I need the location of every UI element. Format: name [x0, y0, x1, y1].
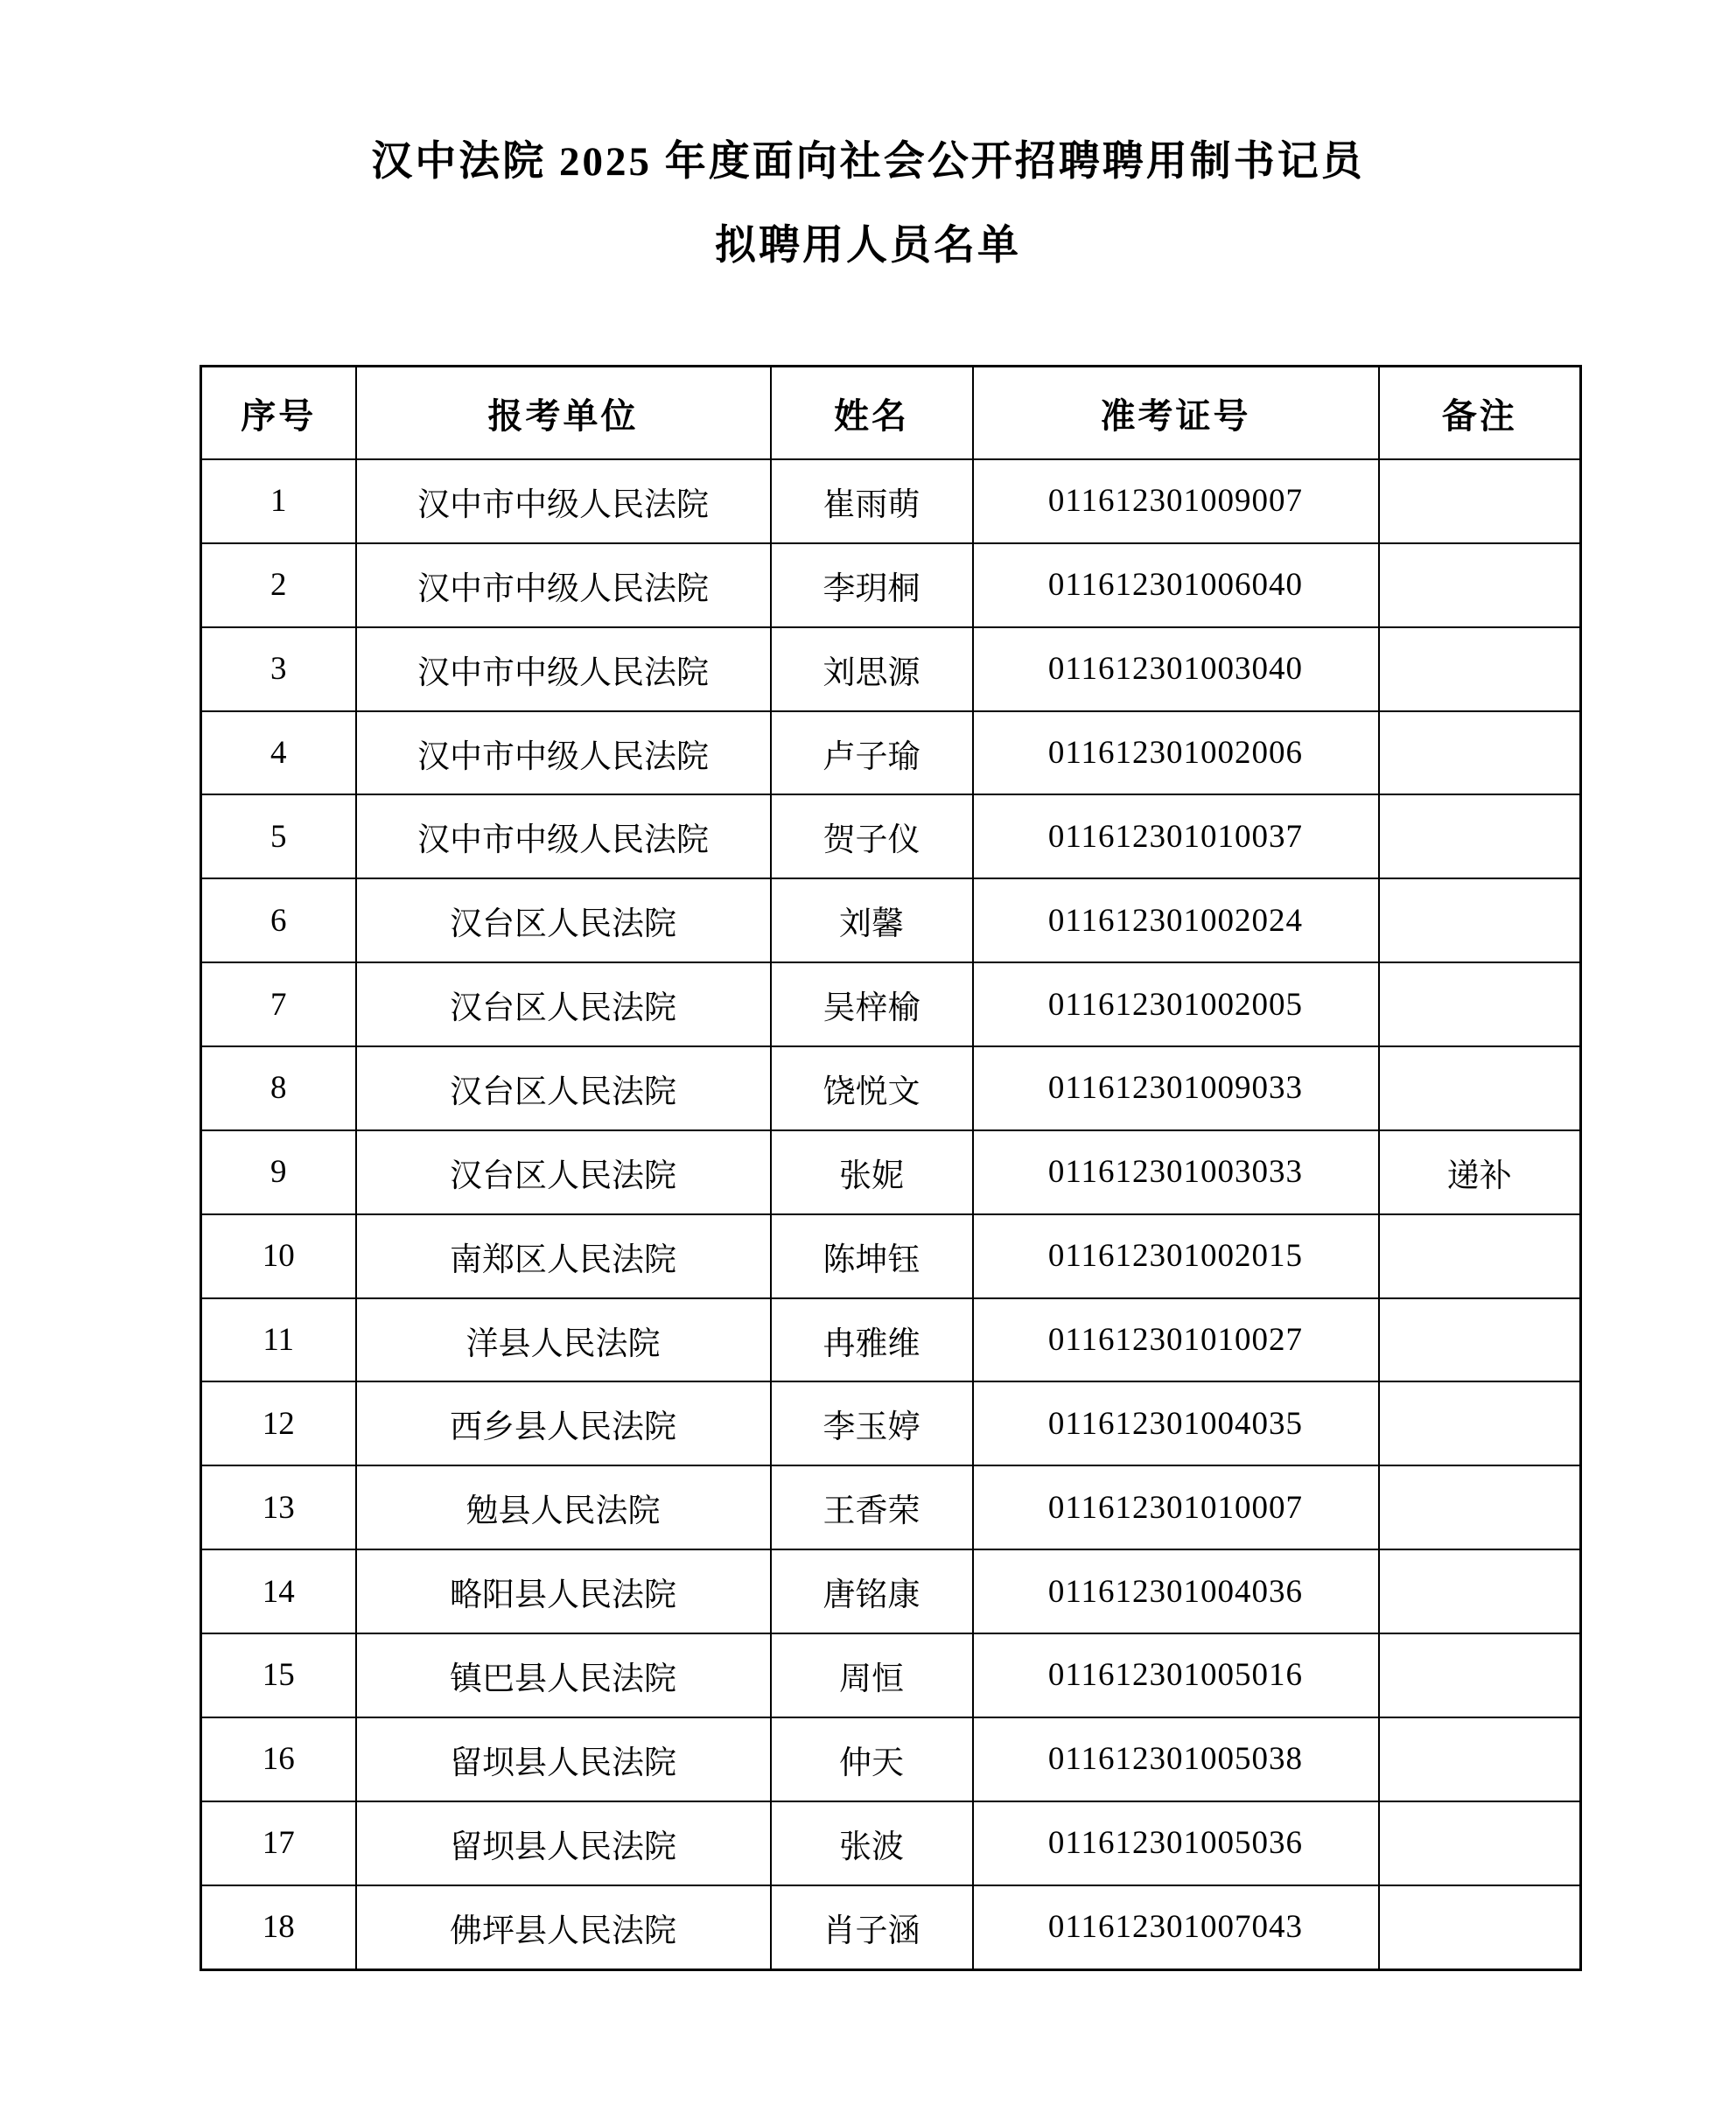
table-row — [201, 459, 1581, 543]
table-row — [201, 1801, 1581, 1885]
cell-remark — [1379, 1381, 1581, 1465]
cell-ticket: 011612301004035 — [973, 1381, 1379, 1465]
cell-name: 肖子涵 — [771, 1885, 973, 1970]
table-row — [201, 1885, 1581, 1970]
cell-ticket: 011612301005036 — [973, 1801, 1379, 1885]
cell-ticket: 011612301007043 — [973, 1885, 1379, 1970]
cell-name: 张妮 — [771, 1130, 973, 1214]
cell-ticket: 011612301005016 — [973, 1633, 1379, 1717]
cell-unit: 略阳县人民法院 — [356, 1549, 771, 1633]
cell-remark — [1379, 962, 1581, 1046]
cell-unit: 汉中市中级人民法院 — [356, 459, 771, 543]
cell-name: 周恒 — [771, 1633, 973, 1717]
header-remark: 备注 — [1379, 367, 1581, 460]
cell-seq: 3 — [201, 627, 356, 711]
cell-name: 卢子瑜 — [771, 711, 973, 795]
table-row — [201, 1465, 1581, 1549]
cell-ticket: 011612301002005 — [973, 962, 1379, 1046]
table-row — [201, 1130, 1581, 1214]
cell-remark — [1379, 1885, 1581, 1970]
cell-remark — [1379, 711, 1581, 795]
header-seq: 序号 — [201, 367, 356, 460]
cell-ticket: 011612301002006 — [973, 711, 1379, 795]
cell-ticket: 011612301002015 — [973, 1214, 1379, 1298]
cell-unit: 南郑区人民法院 — [356, 1214, 771, 1298]
table-row — [201, 1717, 1581, 1801]
cell-seq: 18 — [201, 1885, 356, 1970]
table-body — [201, 459, 1581, 1970]
cell-remark — [1379, 459, 1581, 543]
cell-seq: 10 — [201, 1214, 356, 1298]
cell-unit: 西乡县人民法院 — [356, 1381, 771, 1465]
table-row — [201, 1046, 1581, 1130]
cell-remark — [1379, 1801, 1581, 1885]
cell-unit: 佛坪县人民法院 — [356, 1885, 771, 1970]
cell-seq: 8 — [201, 1046, 356, 1130]
cell-remark: 递补 — [1379, 1130, 1581, 1214]
cell-ticket: 011612301004036 — [973, 1549, 1379, 1633]
cell-remark — [1379, 1549, 1581, 1633]
table-row — [201, 962, 1581, 1046]
cell-ticket: 011612301010027 — [973, 1298, 1379, 1382]
cell-unit: 汉台区人民法院 — [356, 962, 771, 1046]
cell-ticket: 011612301006040 — [973, 543, 1379, 627]
cell-unit: 留坝县人民法院 — [356, 1801, 771, 1885]
cell-name: 陈坤钰 — [771, 1214, 973, 1298]
cell-seq: 14 — [201, 1549, 356, 1633]
cell-name: 张波 — [771, 1801, 973, 1885]
cell-name: 王香荣 — [771, 1465, 973, 1549]
cell-seq: 5 — [201, 794, 356, 878]
cell-remark — [1379, 878, 1581, 962]
cell-name: 贺子仪 — [771, 794, 973, 878]
document-title-line1: 汉中法院 2025 年度面向社会公开招聘聘用制书记员 — [371, 139, 1365, 185]
document-title-line2: 拟聘用人员名单 — [715, 223, 1021, 269]
cell-seq: 15 — [201, 1633, 356, 1717]
table-row — [201, 627, 1581, 711]
table-row — [201, 1214, 1581, 1298]
cell-seq: 16 — [201, 1717, 356, 1801]
cell-seq: 11 — [201, 1298, 356, 1382]
cell-name: 饶悦文 — [771, 1046, 973, 1130]
cell-remark — [1379, 1717, 1581, 1801]
cell-remark — [1379, 1046, 1581, 1130]
cell-seq: 1 — [201, 459, 356, 543]
cell-unit: 汉中市中级人民法院 — [356, 543, 771, 627]
cell-seq: 12 — [201, 1381, 356, 1465]
cell-remark — [1379, 627, 1581, 711]
cell-name: 刘馨 — [771, 878, 973, 962]
cell-ticket: 011612301003040 — [973, 627, 1379, 711]
cell-seq: 13 — [201, 1465, 356, 1549]
cell-seq: 7 — [201, 962, 356, 1046]
cell-ticket: 011612301005038 — [973, 1717, 1379, 1801]
cell-ticket: 011612301010007 — [973, 1465, 1379, 1549]
cell-name: 李玉婷 — [771, 1381, 973, 1465]
cell-unit: 汉台区人民法院 — [356, 1046, 771, 1130]
table-header-row — [201, 367, 1581, 460]
cell-name: 仲天 — [771, 1717, 973, 1801]
cell-remark — [1379, 1214, 1581, 1298]
table-row — [201, 794, 1581, 878]
cell-remark — [1379, 1298, 1581, 1382]
cell-seq: 17 — [201, 1801, 356, 1885]
roster-table — [200, 365, 1582, 1971]
table-row — [201, 1633, 1581, 1717]
table-row — [201, 711, 1581, 795]
cell-unit: 留坝县人民法院 — [356, 1717, 771, 1801]
cell-seq: 4 — [201, 711, 356, 795]
header-name: 姓名 — [771, 367, 973, 460]
cell-ticket: 011612301009033 — [973, 1046, 1379, 1130]
cell-ticket: 011612301003033 — [973, 1130, 1379, 1214]
cell-seq: 6 — [201, 878, 356, 962]
table-row — [201, 1549, 1581, 1633]
cell-unit: 汉中市中级人民法院 — [356, 627, 771, 711]
table-row — [201, 1381, 1581, 1465]
header-ticket: 准考证号 — [973, 367, 1379, 460]
cell-remark — [1379, 1465, 1581, 1549]
cell-remark — [1379, 794, 1581, 878]
cell-unit: 洋县人民法院 — [356, 1298, 771, 1382]
header-unit: 报考单位 — [356, 367, 771, 460]
cell-name: 冉雅维 — [771, 1298, 973, 1382]
table-row — [201, 543, 1581, 627]
cell-name: 刘思源 — [771, 627, 973, 711]
cell-unit: 镇巴县人民法院 — [356, 1633, 771, 1717]
cell-ticket: 011612301002024 — [973, 878, 1379, 962]
cell-unit: 汉台区人民法院 — [356, 1130, 771, 1214]
cell-seq: 9 — [201, 1130, 356, 1214]
cell-ticket: 011612301009007 — [973, 459, 1379, 543]
table-row — [201, 1298, 1581, 1382]
cell-seq: 2 — [201, 543, 356, 627]
cell-unit: 汉中市中级人民法院 — [356, 794, 771, 878]
cell-name: 崔雨萌 — [771, 459, 973, 543]
cell-name: 李玥桐 — [771, 543, 973, 627]
cell-remark — [1379, 1633, 1581, 1717]
cell-name: 唐铭康 — [771, 1549, 973, 1633]
table-row — [201, 878, 1581, 962]
cell-remark — [1379, 543, 1581, 627]
cell-unit: 勉县人民法院 — [356, 1465, 771, 1549]
cell-unit: 汉台区人民法院 — [356, 878, 771, 962]
cell-name: 吴梓榆 — [771, 962, 973, 1046]
cell-ticket: 011612301010037 — [973, 794, 1379, 878]
cell-unit: 汉中市中级人民法院 — [356, 711, 771, 795]
